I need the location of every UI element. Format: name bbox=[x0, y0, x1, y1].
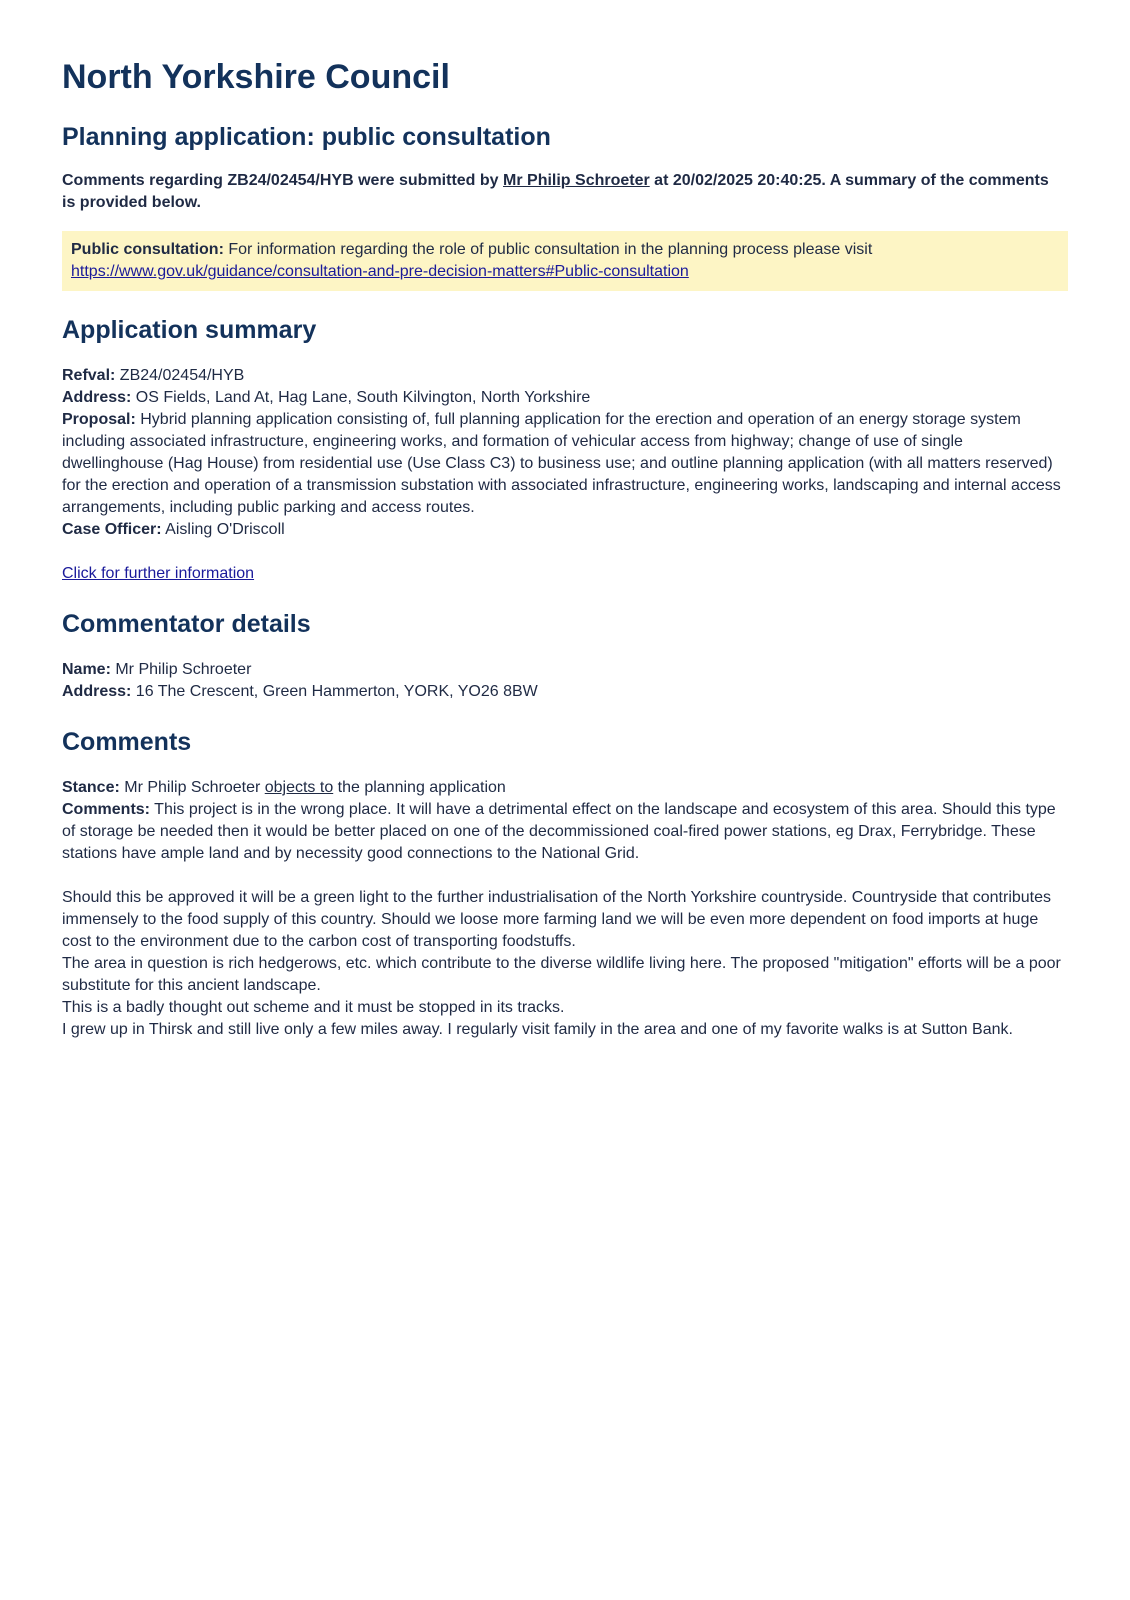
commentator-name-row bbox=[62, 659, 1068, 681]
comments-paragraph-4: This is a badly thought out scheme and it must be stopped in its tracks. bbox=[62, 999, 565, 1016]
commentator-details bbox=[62, 659, 1068, 703]
commentator-address-label: Address: bbox=[62, 683, 132, 700]
submitter-link[interactable]: Mr Philip Schroeter bbox=[503, 172, 650, 189]
proposal-row bbox=[62, 409, 1068, 519]
case-officer-row bbox=[62, 519, 1068, 541]
case-officer-value: Aisling O'Driscoll bbox=[161, 521, 285, 538]
proposal-value: Hybrid planning application consisting of, full planning application for the erection and operation of an energy storage system including associated infrastructure, engineering works, and formation of vehicular access from highway; change of use of single dwellinghouse (Hag House) from residential use (Use Class C3) to business use; and outline planning application (with all matters reserved) for the erection and operation of a transmission substation with associated infrastructure, engineering works, landscaping and internal access arrangements, including public parking and access routes. bbox=[62, 411, 1061, 516]
commentator-details-heading: Commentator details bbox=[62, 610, 311, 638]
commentator-name-label: Name: bbox=[62, 661, 111, 678]
comments-paragraph-3: The area in question is rich hedgerows, etc. which contribute to the diverse wildlife living here. The proposed "mitigation" efforts will be a poor substitute for this ancient landscape. bbox=[62, 955, 1061, 994]
site-address-row bbox=[62, 387, 1068, 409]
application-summary bbox=[62, 365, 1068, 585]
notice-text: For information regarding the role of public consultation in the planning process please visit bbox=[223, 241, 873, 258]
comments-heading: Comments bbox=[62, 728, 192, 756]
notice-label: Public consultation: bbox=[71, 241, 224, 258]
commentator-address-row bbox=[62, 681, 1068, 703]
intro-prefix: Comments regarding ZB24/02454/HYB were submitted by bbox=[62, 172, 504, 189]
site-address-value: OS Fields, Land At, Hag Lane, South Kilvington, North Yorkshire bbox=[131, 389, 591, 406]
page-title: Planning application: public consultation bbox=[62, 123, 551, 151]
stance-row bbox=[62, 777, 1068, 799]
stance-suffix: the planning application bbox=[333, 779, 506, 796]
stance-value: objects to bbox=[264, 779, 334, 796]
commentator-name-value: Mr Philip Schroeter bbox=[110, 661, 252, 678]
stance-prefix: Mr Philip Schroeter bbox=[119, 779, 265, 796]
commentator-address-value: 16 The Crescent, Green Hammerton, YORK, YO26 8BW bbox=[131, 683, 538, 700]
intro-suffix: at 20/02/2025 20:40:25. A summary of the comments is provided below. bbox=[62, 172, 1049, 211]
proposal-label: Proposal: bbox=[62, 411, 136, 428]
comments-body bbox=[62, 777, 1068, 1041]
application-summary-heading: Application summary bbox=[62, 316, 317, 344]
submission-intro bbox=[62, 170, 1057, 214]
comments-paragraph-5: I grew up in Thirsk and still live only a few miles away. I regularly visit family in the area and one of my favorite walks is at Sutton Bank. bbox=[62, 1021, 1013, 1038]
comments-paragraph-2: Should this be approved it will be a green light to the further industrialisation of the North Yorkshire countryside. Countryside that contributes immensely to the food supply of this country. Should we loose more farming land we will be even more dependent on food imports at huge cost to the environment due to the carbon cost of transporting foodstuffs. bbox=[62, 889, 1052, 950]
comments-text-1: This project is in the wrong place. It will have a detrimental effect on the landscape and ecosystem of this area. Should this type of storage be needed then it would be better placed on one of the decommissioned coal-fired power stations, eg Drax, Ferrybridge. These stations have ample land and by necessity good connections to the National Grid. bbox=[62, 801, 1056, 862]
refval-row bbox=[62, 365, 1068, 387]
further-information-link[interactable]: Click for further information bbox=[62, 565, 255, 582]
council-name: North Yorkshire Council bbox=[62, 58, 450, 96]
refval-value: ZB24/02454/HYB bbox=[115, 367, 245, 384]
site-address-label: Address: bbox=[62, 389, 132, 406]
refval-label: Refval: bbox=[62, 367, 116, 384]
comments-paragraph-1 bbox=[62, 799, 1068, 865]
consultation-guidance-link[interactable]: https://www.gov.uk/guidance/consultation-and-pre-decision-matters#Public-consultation bbox=[71, 263, 689, 280]
stance-label: Stance: bbox=[62, 779, 120, 796]
comments-label: Comments: bbox=[62, 801, 151, 818]
case-officer-label: Case Officer: bbox=[62, 521, 162, 538]
public-consultation-notice bbox=[62, 231, 1068, 291]
